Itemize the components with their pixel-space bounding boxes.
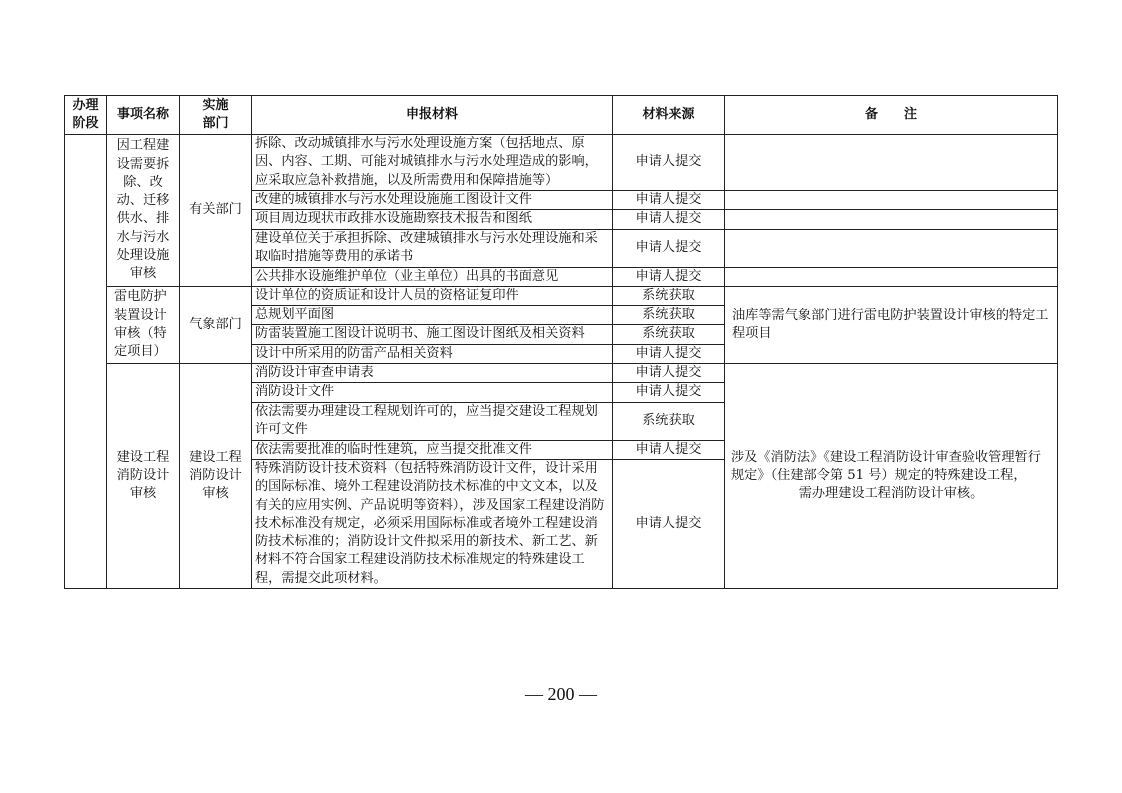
item-cell: 因工程建设需要拆除、改动、迁移供水、排水与污水处理设施审核: [107, 135, 180, 287]
table-header-row: [65, 96, 1058, 135]
dept-cell: 建设工程消防设计审核: [180, 364, 252, 589]
material-cell: 特殊消防设计技术资料（包括特殊消防设计文件，设计采用的国际标准、境外工程建设消防技术标准的中文文本，以及有关的应用实例、产品说明等资料），涉及国家工程建设消防技术标准没有规定，必须采用国际标准或者境外工程建设消防技术标准的；消防设计文件拟采用的新技术、新工艺、新材料不符合国家工程建设消防技术标准规定的特殊建设工程，需提交此项材料。: [252, 459, 613, 588]
source-cell: 申请人提交: [613, 191, 725, 210]
source-cell: 系统获取: [613, 325, 725, 344]
source-cell: 申请人提交: [613, 364, 725, 383]
material-cell: 建设单位关于承担拆除、改建城镇排水与污水处理设施和采取临时措施等费用的承诺书: [252, 229, 613, 267]
remark-text-line2: 需办理建设工程消防设计审核。: [798, 486, 984, 502]
material-cell: 设计单位的资质证和设计人员的资格证复印件: [252, 286, 613, 305]
header-remark: 备 注: [725, 96, 1058, 135]
source-cell: 申请人提交: [613, 267, 725, 286]
materials-table: [64, 95, 1058, 589]
item-cell: 雷电防护装置设计审核（特定项目）: [107, 286, 180, 363]
source-cell: 系统获取: [613, 306, 725, 325]
remark-cell: [725, 135, 1058, 191]
remark-cell: [725, 229, 1058, 267]
material-cell: 公共排水设施维护单位（业主单位）出具的书面意见: [252, 267, 613, 286]
source-cell: 申请人提交: [613, 135, 725, 191]
source-cell: 申请人提交: [613, 344, 725, 363]
source-cell: 申请人提交: [613, 210, 725, 229]
item-cell: 建设工程消防设计审核: [107, 364, 180, 589]
remark-text: 涉及《消防法》《建设工程消防设计审查验收管理暂行规定》（住建部令第 51 号）规定的特殊建设工程，: [731, 449, 1041, 483]
header-dept: 实施部门: [180, 96, 252, 135]
table-row: [65, 135, 1058, 191]
dept-cell: 有关部门: [180, 135, 252, 287]
remark-cell: [725, 364, 1058, 589]
source-cell: 系统获取: [613, 286, 725, 305]
remark-cell: [725, 191, 1058, 210]
dept-cell: 气象部门: [180, 286, 252, 363]
table-row: [65, 286, 1058, 305]
material-cell: 项目周边现状市政排水设施勘察技术报告和图纸: [252, 210, 613, 229]
table-row: [65, 364, 1058, 383]
source-cell: 申请人提交: [613, 440, 725, 459]
stage-cell: [65, 135, 107, 589]
material-cell: 总规划平面图: [252, 306, 613, 325]
header-stage: 办理阶段: [65, 96, 107, 135]
material-cell: 设计中所采用的防雷产品相关资料: [252, 344, 613, 363]
header-source: 材料来源: [613, 96, 725, 135]
material-cell: 依法需要批准的临时性建筑，应当提交批准文件: [252, 440, 613, 459]
remark-cell: [725, 267, 1058, 286]
material-cell: 拆除、改动城镇排水与污水处理设施方案（包括地点、原因、内容、工期、可能对城镇排水与污水处理造成的影响，应采取应急补救措施，以及所需费用和保障措施等）: [252, 135, 613, 191]
source-cell: 申请人提交: [613, 459, 725, 588]
remark-cell: [725, 210, 1058, 229]
header-item: 事项名称: [107, 96, 180, 135]
material-cell: 消防设计审查申请表: [252, 364, 613, 383]
source-cell: 申请人提交: [613, 229, 725, 267]
remark-cell: 油库等需气象部门进行雷电防护装置设计审核的特定工程项目: [725, 286, 1058, 363]
header-materials: 申报材料: [252, 96, 613, 135]
source-cell: 系统获取: [613, 402, 725, 440]
material-cell: 改建的城镇排水与污水处理设施施工图设计文件: [252, 191, 613, 210]
material-cell: 消防设计文件: [252, 383, 613, 402]
material-cell: 依法需要办理建设工程规划许可的，应当提交建设工程规划许可文件: [252, 402, 613, 440]
page-number: — 200 —: [525, 684, 597, 704]
source-cell: 申请人提交: [613, 383, 725, 402]
material-cell: 防雷装置施工图设计说明书、施工图设计图纸及相关资料: [252, 325, 613, 344]
